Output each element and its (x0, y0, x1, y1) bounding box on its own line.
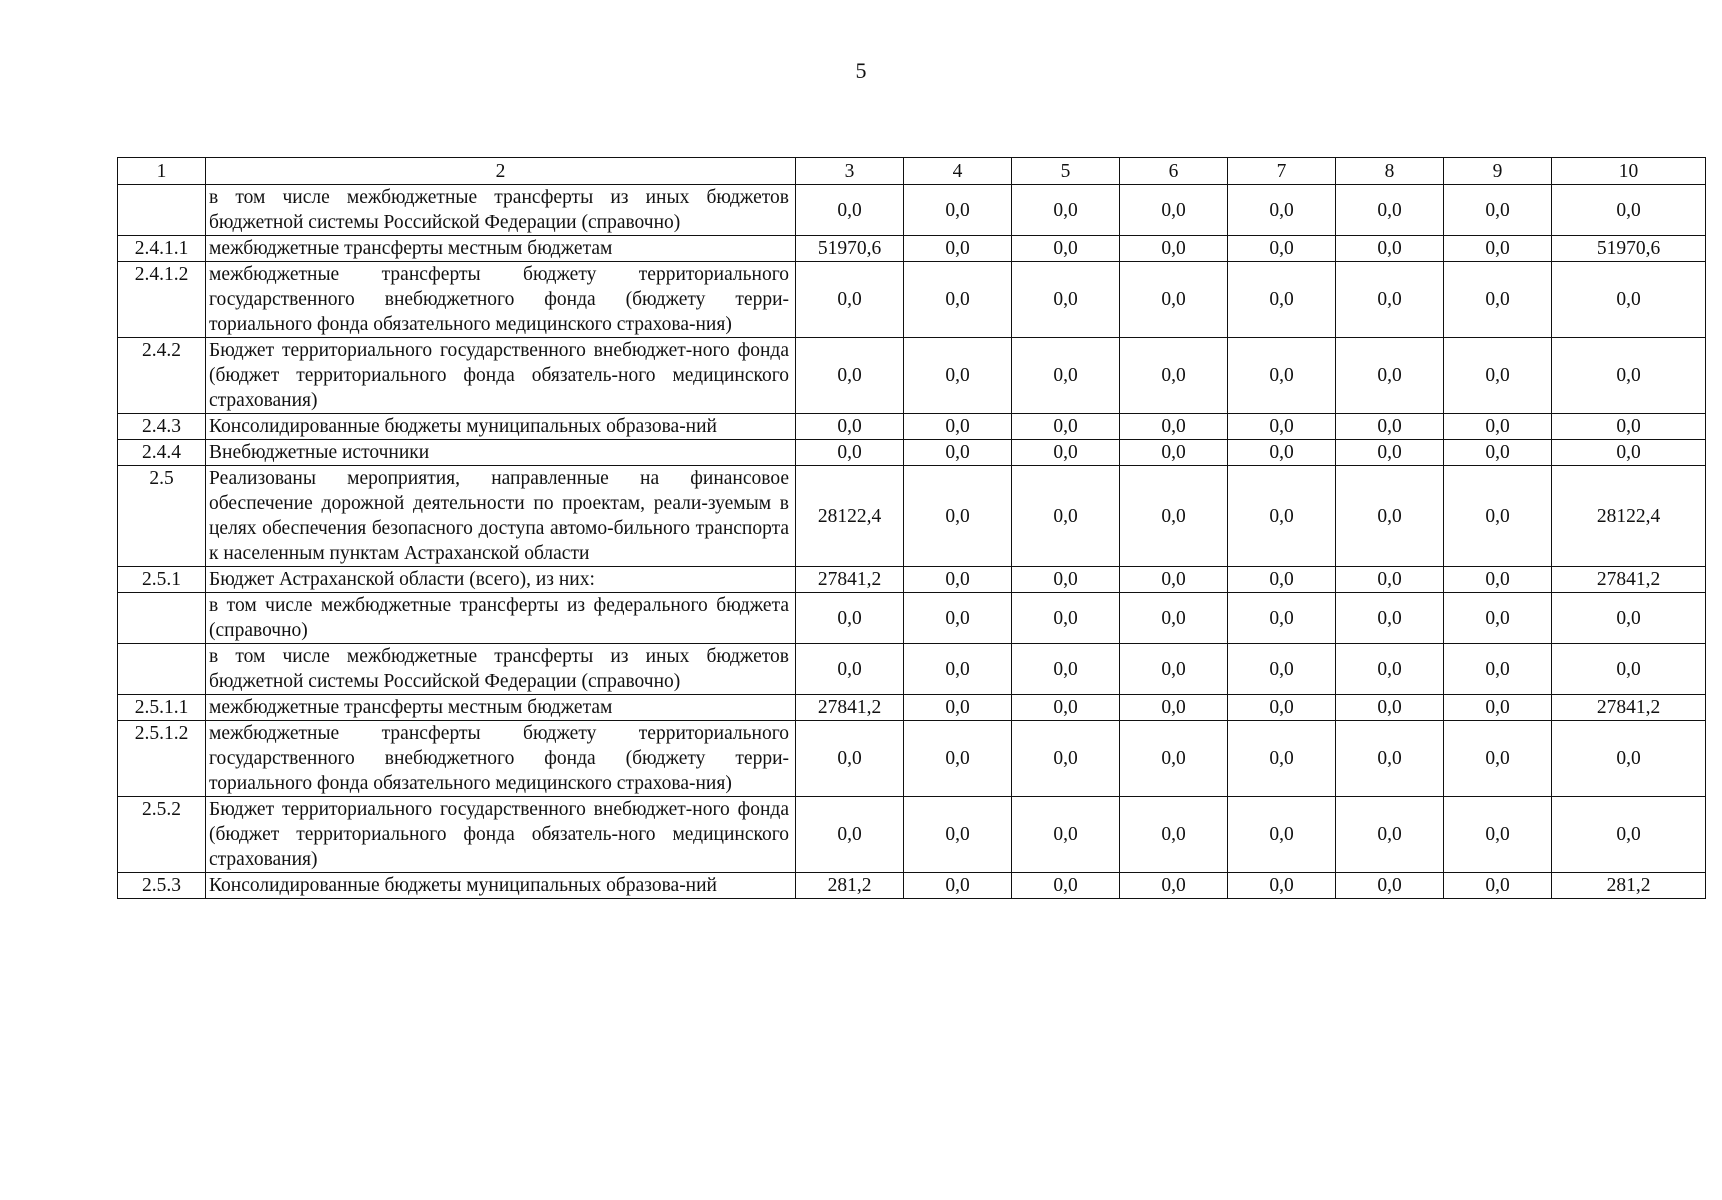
row-value-col-6: 0,0 (1120, 593, 1228, 644)
row-value-col-4: 0,0 (904, 262, 1012, 338)
row-value-col-9: 0,0 (1444, 797, 1552, 873)
row-value-col-3: 0,0 (796, 440, 904, 466)
row-value-col-3: 0,0 (796, 797, 904, 873)
row-code: 2.5.1.1 (118, 695, 206, 721)
row-value-col-8: 0,0 (1336, 338, 1444, 414)
header-cell: 1 (118, 158, 206, 185)
row-value-col-3: 27841,2 (796, 695, 904, 721)
row-value-col-9: 0,0 (1444, 695, 1552, 721)
row-code: 2.4.2 (118, 338, 206, 414)
row-value-col-10: 0,0 (1552, 593, 1706, 644)
row-value-col-8: 0,0 (1336, 593, 1444, 644)
budget-table (117, 157, 1706, 899)
row-value-col-6: 0,0 (1120, 873, 1228, 899)
row-value-col-3: 0,0 (796, 185, 904, 236)
row-value-col-6: 0,0 (1120, 644, 1228, 695)
header-cell: 4 (904, 158, 1012, 185)
row-value-col-7: 0,0 (1228, 236, 1336, 262)
row-value-col-4: 0,0 (904, 185, 1012, 236)
row-value-col-9: 0,0 (1444, 414, 1552, 440)
row-value-col-3: 0,0 (796, 721, 904, 797)
row-value-col-9: 0,0 (1444, 440, 1552, 466)
row-value-col-9: 0,0 (1444, 721, 1552, 797)
row-value-col-7: 0,0 (1228, 695, 1336, 721)
row-value-col-8: 0,0 (1336, 873, 1444, 899)
row-value-col-5: 0,0 (1012, 873, 1120, 899)
row-value-col-5: 0,0 (1012, 695, 1120, 721)
row-value-col-7: 0,0 (1228, 262, 1336, 338)
row-name: Бюджет Астраханской области (всего), из них: (206, 567, 796, 593)
row-value-col-8: 0,0 (1336, 695, 1444, 721)
row-code: 2.4.3 (118, 414, 206, 440)
row-value-col-5: 0,0 (1012, 440, 1120, 466)
row-value-col-9: 0,0 (1444, 873, 1552, 899)
row-value-col-4: 0,0 (904, 695, 1012, 721)
row-value-col-10: 0,0 (1552, 721, 1706, 797)
row-value-col-5: 0,0 (1012, 338, 1120, 414)
row-value-col-10: 28122,4 (1552, 466, 1706, 567)
row-value-col-4: 0,0 (904, 414, 1012, 440)
row-value-col-8: 0,0 (1336, 567, 1444, 593)
table-row (118, 440, 1706, 466)
row-value-col-8: 0,0 (1336, 262, 1444, 338)
row-value-col-7: 0,0 (1228, 466, 1336, 567)
row-value-col-6: 0,0 (1120, 567, 1228, 593)
row-value-col-6: 0,0 (1120, 262, 1228, 338)
table-row (118, 236, 1706, 262)
row-name: Консолидированные бюджеты муниципальных образова-ний (206, 414, 796, 440)
row-value-col-4: 0,0 (904, 797, 1012, 873)
row-value-col-9: 0,0 (1444, 644, 1552, 695)
row-name: межбюджетные трансферты местным бюджетам (206, 236, 796, 262)
row-value-col-7: 0,0 (1228, 185, 1336, 236)
header-cell: 7 (1228, 158, 1336, 185)
row-name: межбюджетные трансферты бюджету территориального государственного внебюджетного фонда (бюджету терри-ториального фонда обязательного медицинского страхова-ния) (206, 721, 796, 797)
row-name: в том числе межбюджетные трансферты из иных бюджетов бюджетной системы Российской Федерации (справочно) (206, 185, 796, 236)
row-value-col-5: 0,0 (1012, 721, 1120, 797)
row-value-col-5: 0,0 (1012, 567, 1120, 593)
row-value-col-5: 0,0 (1012, 593, 1120, 644)
row-value-col-6: 0,0 (1120, 695, 1228, 721)
row-value-col-9: 0,0 (1444, 185, 1552, 236)
table-row (118, 593, 1706, 644)
row-value-col-5: 0,0 (1012, 185, 1120, 236)
row-name: межбюджетные трансферты местным бюджетам (206, 695, 796, 721)
row-code: 2.4.1.1 (118, 236, 206, 262)
row-code (118, 185, 206, 236)
row-value-col-3: 0,0 (796, 414, 904, 440)
row-value-col-7: 0,0 (1228, 644, 1336, 695)
row-code (118, 644, 206, 695)
row-value-col-9: 0,0 (1444, 567, 1552, 593)
row-value-col-5: 0,0 (1012, 797, 1120, 873)
row-value-col-6: 0,0 (1120, 440, 1228, 466)
row-value-col-8: 0,0 (1336, 721, 1444, 797)
row-value-col-5: 0,0 (1012, 466, 1120, 567)
table-row (118, 695, 1706, 721)
row-value-col-10: 0,0 (1552, 185, 1706, 236)
row-value-col-4: 0,0 (904, 644, 1012, 695)
row-value-col-3: 0,0 (796, 644, 904, 695)
row-value-col-10: 0,0 (1552, 414, 1706, 440)
row-value-col-3: 51970,6 (796, 236, 904, 262)
row-value-col-8: 0,0 (1336, 414, 1444, 440)
header-cell: 9 (1444, 158, 1552, 185)
row-code: 2.4.1.2 (118, 262, 206, 338)
table-row (118, 644, 1706, 695)
row-value-col-4: 0,0 (904, 873, 1012, 899)
row-value-col-9: 0,0 (1444, 338, 1552, 414)
row-value-col-3: 281,2 (796, 873, 904, 899)
header-cell: 3 (796, 158, 904, 185)
row-value-col-6: 0,0 (1120, 185, 1228, 236)
row-code: 2.5 (118, 466, 206, 567)
header-cell: 5 (1012, 158, 1120, 185)
header-cell: 2 (206, 158, 796, 185)
row-value-col-3: 0,0 (796, 593, 904, 644)
row-value-col-4: 0,0 (904, 593, 1012, 644)
row-value-col-9: 0,0 (1444, 466, 1552, 567)
row-value-col-5: 0,0 (1012, 262, 1120, 338)
row-value-col-8: 0,0 (1336, 797, 1444, 873)
row-value-col-8: 0,0 (1336, 440, 1444, 466)
row-value-col-10: 51970,6 (1552, 236, 1706, 262)
row-value-col-10: 27841,2 (1552, 695, 1706, 721)
table-row (118, 466, 1706, 567)
row-name: в том числе межбюджетные трансферты из федерального бюджета (справочно) (206, 593, 796, 644)
row-value-col-7: 0,0 (1228, 338, 1336, 414)
row-name: Внебюджетные источники (206, 440, 796, 466)
row-value-col-7: 0,0 (1228, 721, 1336, 797)
row-value-col-4: 0,0 (904, 466, 1012, 567)
header-cell: 8 (1336, 158, 1444, 185)
table-row (118, 338, 1706, 414)
row-code: 2.5.1.2 (118, 721, 206, 797)
row-value-col-3: 27841,2 (796, 567, 904, 593)
row-value-col-7: 0,0 (1228, 797, 1336, 873)
row-value-col-10: 27841,2 (1552, 567, 1706, 593)
row-value-col-3: 28122,4 (796, 466, 904, 567)
row-value-col-5: 0,0 (1012, 236, 1120, 262)
row-value-col-4: 0,0 (904, 721, 1012, 797)
row-value-col-7: 0,0 (1228, 567, 1336, 593)
row-value-col-4: 0,0 (904, 338, 1012, 414)
row-value-col-9: 0,0 (1444, 236, 1552, 262)
row-value-col-10: 0,0 (1552, 797, 1706, 873)
row-value-col-7: 0,0 (1228, 593, 1336, 644)
row-value-col-9: 0,0 (1444, 593, 1552, 644)
row-code: 2.5.2 (118, 797, 206, 873)
row-value-col-7: 0,0 (1228, 414, 1336, 440)
row-value-col-5: 0,0 (1012, 644, 1120, 695)
table-body (118, 158, 1706, 899)
row-value-col-8: 0,0 (1336, 236, 1444, 262)
row-value-col-9: 0,0 (1444, 262, 1552, 338)
row-name: межбюджетные трансферты бюджету территориального государственного внебюджетного фонда (бюджету терри-ториального фонда обязательного медицинского страхова-ния) (206, 262, 796, 338)
row-name: Реализованы мероприятия, направленные на финансовое обеспечение дорожной деятельности по проектам, реали-зуемым в целях обеспечения безопасного доступа автомо-бильного транспорта к населенным пунктам Астраханской области (206, 466, 796, 567)
row-value-col-5: 0,0 (1012, 414, 1120, 440)
row-value-col-6: 0,0 (1120, 236, 1228, 262)
row-value-col-10: 281,2 (1552, 873, 1706, 899)
row-name: в том числе межбюджетные трансферты из иных бюджетов бюджетной системы Российской Федерации (справочно) (206, 644, 796, 695)
header-cell: 6 (1120, 158, 1228, 185)
row-code: 2.5.1 (118, 567, 206, 593)
page-number: 5 (855, 58, 867, 83)
header-cell: 10 (1552, 158, 1706, 185)
row-value-col-6: 0,0 (1120, 338, 1228, 414)
table-row (118, 721, 1706, 797)
budget-table-container (117, 157, 1705, 899)
row-code: 2.4.4 (118, 440, 206, 466)
row-value-col-6: 0,0 (1120, 797, 1228, 873)
row-value-col-3: 0,0 (796, 262, 904, 338)
table-row (118, 262, 1706, 338)
row-value-col-10: 0,0 (1552, 644, 1706, 695)
row-value-col-10: 0,0 (1552, 338, 1706, 414)
row-name: Консолидированные бюджеты муниципальных образова-ний (206, 873, 796, 899)
table-header-row (118, 158, 1706, 185)
table-row (118, 873, 1706, 899)
row-value-col-8: 0,0 (1336, 185, 1444, 236)
table-row (118, 797, 1706, 873)
row-code: 2.5.3 (118, 873, 206, 899)
table-row (118, 414, 1706, 440)
row-value-col-8: 0,0 (1336, 644, 1444, 695)
row-value-col-7: 0,0 (1228, 440, 1336, 466)
row-value-col-10: 0,0 (1552, 440, 1706, 466)
row-value-col-7: 0,0 (1228, 873, 1336, 899)
row-value-col-8: 0,0 (1336, 466, 1444, 567)
row-code (118, 593, 206, 644)
table-row (118, 185, 1706, 236)
row-value-col-4: 0,0 (904, 440, 1012, 466)
row-value-col-6: 0,0 (1120, 414, 1228, 440)
row-value-col-6: 0,0 (1120, 721, 1228, 797)
row-value-col-10: 0,0 (1552, 262, 1706, 338)
table-row (118, 567, 1706, 593)
row-value-col-4: 0,0 (904, 236, 1012, 262)
row-value-col-3: 0,0 (796, 338, 904, 414)
row-value-col-4: 0,0 (904, 567, 1012, 593)
row-name: Бюджет территориального государственного внебюджет-ного фонда (бюджет территориального фонда обязатель-ного медицинского страхования) (206, 797, 796, 873)
row-value-col-6: 0,0 (1120, 466, 1228, 567)
row-name: Бюджет территориального государственного внебюджет-ного фонда (бюджет территориального фонда обязатель-ного медицинского страхования) (206, 338, 796, 414)
